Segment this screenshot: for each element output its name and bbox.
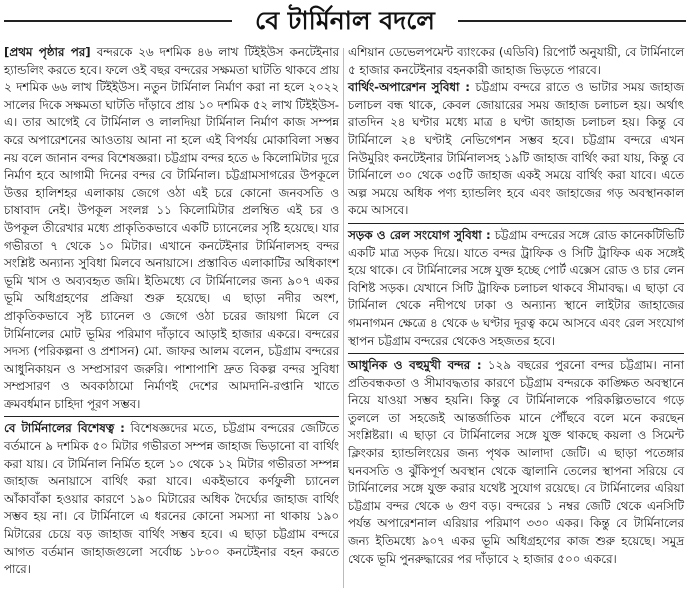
article-header <box>0 0 690 44</box>
right-column <box>348 44 684 568</box>
modern-paragraph <box>348 357 684 568</box>
header-rule-left <box>4 20 232 22</box>
intro-paragraph <box>4 44 339 413</box>
feature-text: বিশেষজ্ঞদের মতে, চট্টগ্রাম বন্দরের জেটিতে বর্তমানে ৯ দশমিক ৫০ মিটার গভীরতা সম্পন্ন জাহাজ ভিড়ানো বা বার্থিং করা যায়। বে টার্মিনাল নির্মিত হলে ১০ থেকে ১২ মিটার গভীরতা সম্পন্ন জাহাজ অনায়াসে বার্থিং করা যাবে। একইভাবে কর্ণফুলী চ্যানেল আঁকাবাঁকা হওয়ার কারণে ১৯০ মিটারের অধিক দৈর্ঘ্যের জাহাজ বার্থিং সম্ভব হয় না। বে টার্মিনালে এ ধরনের কোনো সমস্যা না থাকায় ১৯০ মিটারের চেয়ে বড় জাহাজ বার্থিং সম্ভব হবে। এ ছাড়া চট্টগ্রাম বন্দরে আগত বর্তমান জাহাজগুলো সর্বোচ্চ ১৮০০ কনটেইনার বহন করতে পারে। <box>4 421 340 577</box>
column-gutter <box>343 48 344 588</box>
connectivity-heading: সড়ক ও রেল সংযোগ সুবিধা : <box>348 227 491 242</box>
berthing-heading: বার্থিং-অপারেশন সুবিধা : <box>348 80 470 95</box>
feature-heading: বে টার্মিনালের বিশেষত্ব : <box>4 421 125 436</box>
section-divider <box>348 223 684 224</box>
article-title: বে টার্মিনাল বদলে <box>255 6 435 35</box>
continuation-marker: [প্রথম পৃষ্ঠার পর] <box>4 45 91 59</box>
connectivity-text: চট্টগ্রাম বন্দরের সঙ্গে রোড কানেকটিভিটি একটি মাত্র সড়ক দিয়ে। যাতে বন্দর ট্রাফিক ও সিটি ট্রাফিক এক সঙ্গেই হয়ে থাকে। বে টার্মিনালের সঙ্গে যুক্ত হচ্ছে পোর্ট এক্সেস রোড ও চার লেন বিশিষ্ট সড়ক। যেখানে সিটি ট্রাফিক চলাচল থাকবে সীমাবদ্ধ। এ ছাড়া বে টার্মিনাল থেকে নদীপথে ঢাকা ও অন্যান্য স্থানে লাইটার জাহাজের গমনাগমন ক্ষেত্রে ৪ থেকে ৬ ঘণ্টার দূরত্ব কমে আসবে এবং রেল সংযোগ স্থাপন চট্টগ্রাম বন্দরের থেকেও সহজতর হবে। <box>348 227 684 348</box>
section-divider <box>348 353 684 354</box>
header-rule-right <box>458 20 686 22</box>
feature-paragraph <box>4 420 339 578</box>
berthing-text: চট্টগ্রাম বন্দরে রাতে ও ভাটার সময় জাহাজ চলাচল বন্ধ থাকে, কেবল জোয়ারের সময় জাহাজ চলাচল হয়। অর্থাৎ রাতদিন ২৪ ঘণ্টার মধ্যে মাত্র ৪ ঘণ্টা জাহাজ চলাচল হয়। কিন্তু বে টার্মিনালে ২৪ ঘণ্টাই নেভিগেশন সম্ভব হবে। চট্টগ্রাম বন্দরে এখন নিউমুরিং কনটেইনার টার্মিনালসহ ১৯টি জাহাজ বার্থিং করা যায়, কিন্তু বে টার্মিনালে ৩০ থেকে ৩৫টি জাহাজ একই সময়ে বার্থিং করা যাবে। এতে অল্প সময়ে অধিক পণ্য হ্যান্ডলিং হবে এবং জাহাজের গড় অবস্থানকাল কমে আসবে। <box>348 80 684 218</box>
berthing-paragraph <box>348 79 684 220</box>
connectivity-paragraph <box>348 227 684 350</box>
section-divider <box>4 416 339 417</box>
intro-text: বন্দরকে ২৬ দশমিক ৪৬ লাখ টিইইউস কনটেইনার হ্যান্ডলিং করতে হবে। ফলে ওই বছর বন্দরের সক্ষমতা ঘাটতি থাকবে প্রায় ২ দশমিক ৬৬ লাখ টিইইউস। নতুন টার্মিনাল নির্মাণ করা না হলে ২০২২ সালের দিকে সক্ষমতা ঘাটতি দাঁড়াবে প্রায় ১০ দশমিক ৫২ লাখ টিইইউস-এ। তার আগেই বে টার্মিনাল ও লালদিয়া টার্মিনাল নির্মাণ কাজ সম্পন্ন করে অপারেশনের আওতায় আনা না হলে এই বিপর্যয় মোকাবিলা সম্ভব নয় বলে জানান বন্দর বিশেষজ্ঞরা। চট্টগ্রাম বন্দর হতে ৬ কিলোমিটার দূরে নির্মাণ হবে আগামী দিনের বন্দর বে টার্মিনাল। চট্টগ্রামসাগরের উপকূলে উত্তর হালিশহর এলাকায় জেগে ওঠা এই চরে কোনো জনবসতি ও চাষাবাদ নেই। উপকূল সংলগ্ন ১১ কিলোমিটার প্রলম্বিত এই চর ও উপকূল তীরেখার মধ্যে প্রাকৃতিকভাবে একটি চ্যানেলের সৃষ্টি হয়েছে। যার গভীরতা ৭ থেকে ১০ মিটার। এখানে কনটেইনার টার্মিনালসহ বন্দর সংশ্লিষ্ট অন্যান্য সুবিধা মিলবে অনায়াসে। প্রস্তাবিত এলাকাটির অধিকাংশ ভূমি খাস ও অব্যবহৃত জমি। ইতিমধ্যে বে টার্মিনালের জন্য ৯০৭ একর ভূমি অধিগ্রহণের প্রক্রিয়া শুরু হয়েছে। এ ছাড়া নদীর অংশ, প্রাকৃতিকভাবে সৃষ্ট চ্যানেল ও জেগে ওঠা চরের জায়গা মিলে বে টার্মিনালের মোট ভূমির পরিমাণ দাঁড়াবে আড়াই হাজার একরে। বন্দরের সদস্য (পরিকল্পনা ও প্রশাসন) মো. জাফর আলম বলেন, চট্টগ্রাম বন্দরের আধুনিকায়ন ও সম্প্রসারণ জরুরি। পাশাপাশি দ্রুত বিকল্প বন্দর সুবিধা সম্প্রসারণ ও অবকাঠামো নির্মাণই দেশের আমদানি-রপ্তানি খাতে ক্রমবর্ধমান চাহিদা পূরণ সম্ভব। <box>4 45 340 411</box>
adb-paragraph <box>348 44 684 79</box>
left-column <box>4 44 339 579</box>
adb-text: এশিয়ান ডেভেলপমেন্ট ব্যাংকের (এডিবি) রিপোর্ট অনুযায়ী, বে টার্মিনালে ৫ হাজার কনটেইনার বহনকারী জাহাজ ভিড়তে পারবে। <box>348 45 684 77</box>
modern-heading: আধুনিক ও বহুমুখী বন্দর : <box>348 358 482 373</box>
modern-text: ১২৯ বছরের পুরনো বন্দর চট্টগ্রাম। নানা প্রতিবন্ধকতা ও সীমাবদ্ধতার কারণে চট্টগ্রাম বন্দরকে কাঙ্ক্ষিত অবস্থানে নিয়ে যাওয়া সম্ভব হয়নি। কিন্তু বে টার্মিনালকে পরিকল্পিতভাবে গড়ে তুললে তা সহজেই আন্তর্জাতিক মানে পৌঁছবে বলে মনে করছেন সংশ্লিষ্টরা। এ ছাড়া বে টার্মিনালের সঙ্গে যুক্ত থাকছে কয়লা ও সিমেন্ট ক্লিংকার হ্যান্ডলিংয়ের জন্য পৃথক আলাদা জেটি। এ ছাড়া পতেঙ্গার ঘনবসতি ও ঝুঁকিপূর্ণ অবস্থান থেকে জ্বালানি তেলের স্থাপনা সরিয়ে বে টার্মিনালের সঙ্গে যুক্ত করার যথেষ্ট সুযোগ রয়েছে। বে টার্মিনালের এরিয়া চট্টগ্রাম বন্দর থেকে ৬ গুণ বড়। বন্দরের ১ নম্বর জেটি থেকে এনসিটি পর্যন্ত অপারেশনাল এরিয়ার পরিমাণ ৩৩০ একর। কিন্তু বে টার্মিনালের জন্য ইতিমধ্যে ৯০৭ একর ভূমি অধিগ্রহণের কাজ শুরু হয়েছে। সমুদ্র থেকে ভূমি পুনরুদ্ধারের পর দাঁড়াবে ২ হাজার ৫০০ একরে। <box>348 358 684 566</box>
